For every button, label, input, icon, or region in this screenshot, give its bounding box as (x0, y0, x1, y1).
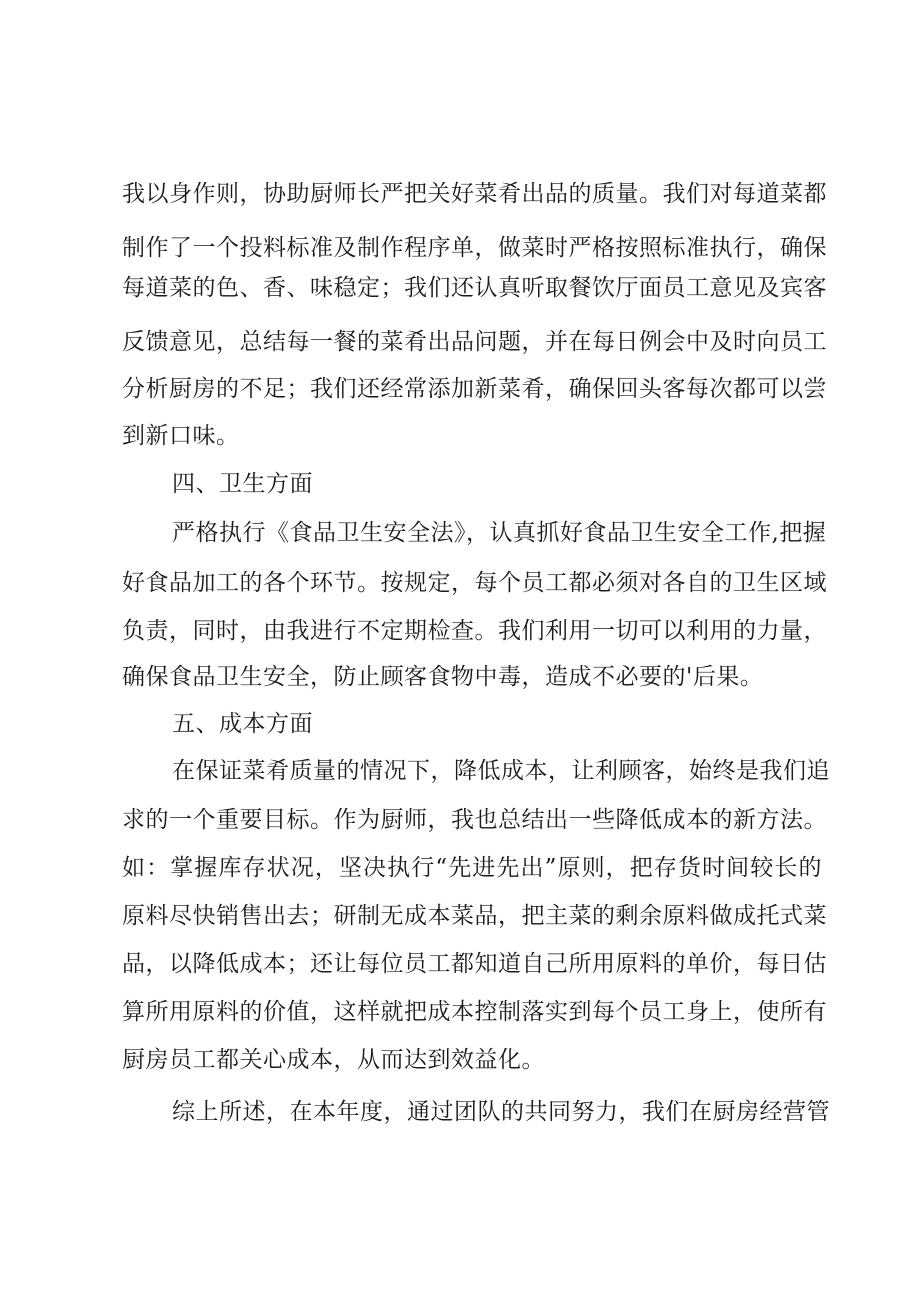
paragraph-line: 原料尽快销售出去；研制无成本菜品，把主菜的剩余原料做成托式菜 (122, 903, 827, 929)
paragraph-line: 确保食品卫生安全，防止顾客食物中毒，造成不必要的'后果。 (122, 664, 764, 690)
paragraph-line: 我以身作则，协助厨师长严把关好菜肴出品的质量。我们对每道菜都 (122, 181, 827, 207)
paragraph-line: 厨房员工都关心成本，从而达到效益化。 (122, 1047, 545, 1073)
paragraph-line: 综上所述，在本年度，通过团队的共同努力，我们在厨房经营管 (172, 1099, 830, 1125)
section-heading-cost: 五、成本方面 (172, 711, 313, 737)
paragraph-line: 求的一个重要目标。作为厨师，我也总结出一些降低成本的新方法。 (122, 807, 827, 833)
paragraph-line: 负责，同时，由我进行不定期检查。我们利用一切可以利用的力量， (122, 618, 827, 644)
paragraph-line: 到新口味。 (122, 423, 240, 449)
paragraph-line: 品，以降低成本；还让每位员工都知道自己所用原料的单价，每日估 (122, 951, 827, 977)
paragraph-line: 每道菜的色、香、味稳定；我们还认真听取餐饮厅面员工意见及宾客 (122, 275, 827, 301)
paragraph-line: 反馈意见，总结每一餐的菜肴出品问题，并在每日例会中及时向员工 (122, 329, 827, 355)
paragraph-line: 算所用原料的价值，这样就把成本控制落实到每个员工身上，使所有 (122, 999, 827, 1025)
paragraph-line: 好食品加工的各个环节。按规定，每个员工都必须对各自的卫生区域 (122, 570, 827, 596)
paragraph-line: 如：掌握库存状况，坚决执行“先进先出”原则，把存货时间较长的 (122, 855, 822, 881)
paragraph-line: 在保证菜肴质量的情况下，降低成本，让利顾客，始终是我们追 (172, 758, 830, 784)
paragraph-line: 严格执行《食品卫生安全法》，认真抓好食品卫生安全工作,把握 (172, 520, 827, 546)
paragraph-line: 制作了一个投料标准及制作程序单，做菜时严格按照标准执行，确保 (122, 235, 827, 261)
paragraph-line: 分析厨房的不足；我们还经常添加新菜肴，确保回头客每次都可以尝 (122, 376, 827, 402)
section-heading-hygiene: 四、卫生方面 (172, 471, 313, 497)
